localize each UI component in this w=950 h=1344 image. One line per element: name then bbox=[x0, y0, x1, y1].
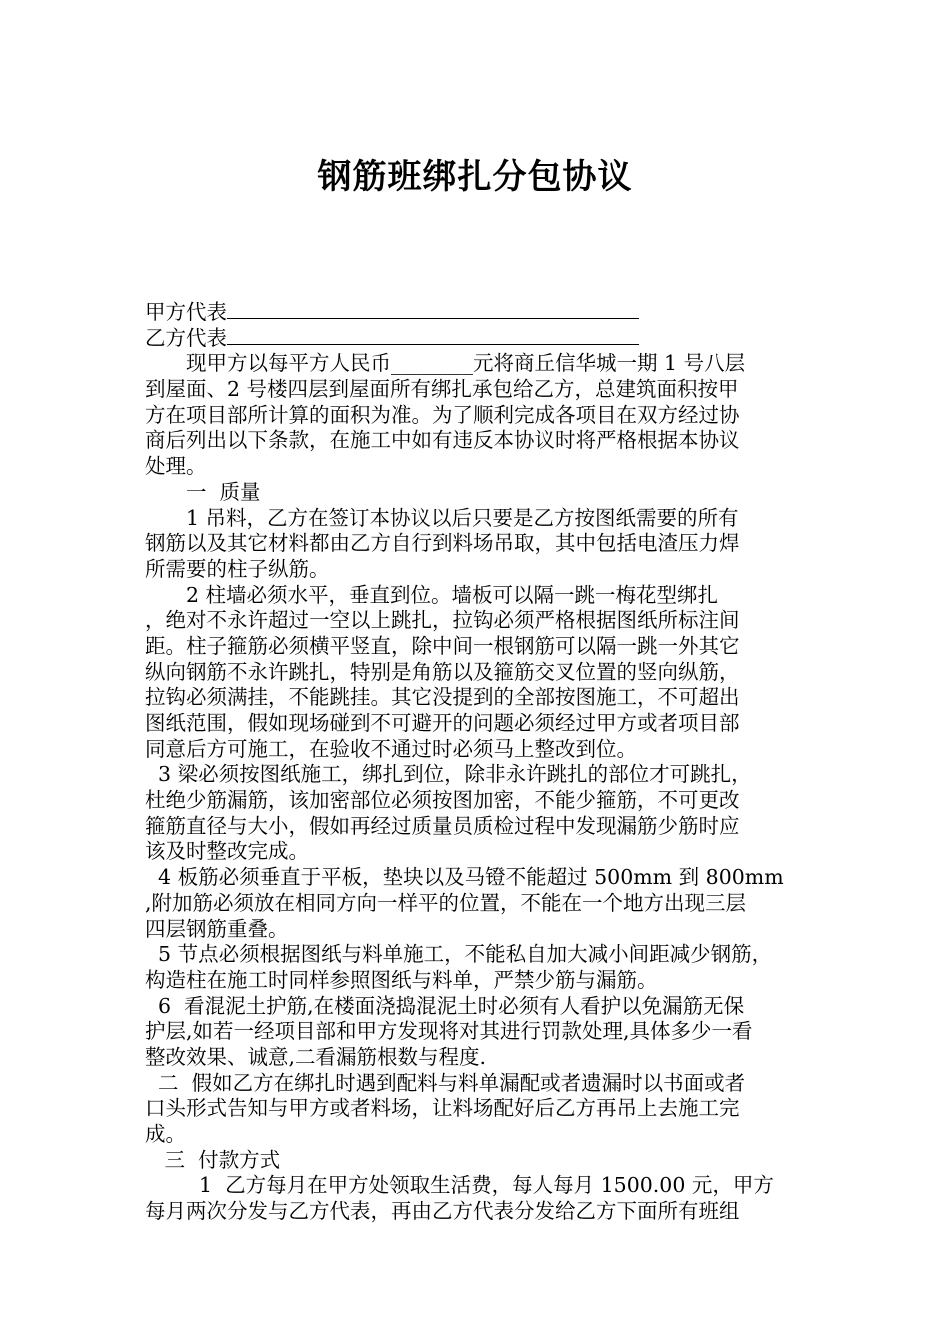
body-line: 6 看混泥土护筋,在楼面浇捣混泥土时必须有人看护以免漏筋无保 bbox=[145, 993, 745, 1018]
body-line: 处理。 bbox=[145, 454, 207, 479]
body-lines bbox=[145, 351, 825, 1224]
body-line: 5 节点必须根据图纸与料单施工，不能私自加大减小间距减少钢筋， bbox=[145, 942, 773, 967]
body-line: ,附加筋必须放在相同方向一样平的位置，不能在一个地方出现三层 bbox=[145, 890, 747, 915]
body-line: 3 梁必须按图纸施工，绑扎到位，除非永许跳扎的部位才可跳扎， bbox=[145, 762, 752, 787]
body-line: 该及时整改完成。 bbox=[145, 839, 309, 864]
body-line: 方在项目部所计算的面积为准。为了顺利完成各项目在双方经过协 bbox=[145, 402, 740, 427]
body-line: 距。柱子箍筋必须横平竖直，除中间一根钢筋可以隔一跳一外其它 bbox=[145, 633, 740, 658]
body-line: 1 乙方每月在甲方处领取生活费，每人每月 1500.00 元，甲方 bbox=[145, 1173, 774, 1198]
body-line: 2 柱墙必须水平，垂直到位。墙板可以隔一跳一梅花型绑扎 bbox=[145, 582, 719, 607]
party-a-blank bbox=[227, 301, 639, 319]
body-line: 每月两次分发与乙方代表，再由乙方代表分发给乙方下面所有班组 bbox=[145, 1199, 740, 1224]
party-b-label: 乙方代表 bbox=[145, 325, 227, 350]
party-a-line bbox=[145, 300, 825, 326]
party-b-blank bbox=[227, 327, 639, 345]
body-line: ，绝对不永许超过一空以上跳扎，拉钩必须严格根据图纸所标注间 bbox=[145, 608, 740, 633]
body-line: 1 吊料，乙方在签订本协议以后只要是乙方按图纸需要的所有 bbox=[145, 505, 739, 530]
body-line: 二 假如乙方在绑扎时遇到配料与料单漏配或者遗漏时以书面或者 bbox=[145, 1070, 746, 1095]
body-line: 纵向钢筋不永许跳扎，特别是角筋以及箍筋交叉位置的竖向纵筋， bbox=[145, 659, 740, 684]
body-line: 到屋面、2 号楼四层到屋面所有绑扎承包给乙方，总建筑面积按甲 bbox=[145, 377, 739, 402]
body-line: 所需要的柱子纵筋。 bbox=[145, 556, 330, 581]
body-line: 一 质量 bbox=[145, 479, 261, 504]
document-title: 钢筋班绑扎分包协议 bbox=[317, 157, 633, 197]
body-line: 三 付款方式 bbox=[145, 1147, 281, 1172]
document-body bbox=[145, 300, 825, 1225]
body-line: 成。 bbox=[145, 1122, 186, 1146]
body-line: 整改效果、诚意,二看漏筋根数与程度. bbox=[145, 1044, 487, 1069]
body-line: 同意后方可施工，在验收不通过时必须马上整改到位。 bbox=[145, 736, 637, 761]
body-line: 四层钢筋重叠。 bbox=[145, 916, 289, 941]
body-line: 商后列出以下条款，在施工中如有违反本协议时将严格根据本协议 bbox=[145, 428, 740, 453]
body-line: 箍筋直径与大小，假如再经过质量员质检过程中发现漏筋少筋时应 bbox=[145, 813, 740, 838]
body-line: 4 板筋必须垂直于平板，垫块以及马镫不能超过 500mm 到 800mm bbox=[145, 865, 784, 890]
body-line: 护层,如若一经项目部和甲方发现将对其进行罚款处理,具体多少一看 bbox=[145, 1019, 753, 1044]
body-line: 杜绝少筋漏筋，该加密部位必须按图加密，不能少箍筋，不可更改 bbox=[145, 788, 740, 813]
party-a-label: 甲方代表 bbox=[145, 300, 227, 324]
body-line: 钢筋以及其它材料都由乙方自行到料场吊取，其中包括电渣压力焊 bbox=[145, 531, 740, 556]
body-line: 图纸范围，假如现场碰到不可避开的问题必须经过甲方或者项目部 bbox=[145, 711, 740, 735]
body-line: 口头形式告知与甲方或者料场，让料场配好后乙方再吊上去施工完 bbox=[145, 1096, 740, 1121]
body-line: 拉钩必须满挂，不能跳挂。其它没提到的全部按图施工，不可超出 bbox=[145, 685, 740, 710]
party-b-line bbox=[145, 326, 825, 352]
body-line: 构造柱在施工时同样参照图纸与料单，严禁少筋与漏筋。 bbox=[145, 967, 658, 992]
body-line: 现甲方以每平方人民币________元将商丘信华城一期 1 号八层 bbox=[145, 351, 746, 376]
